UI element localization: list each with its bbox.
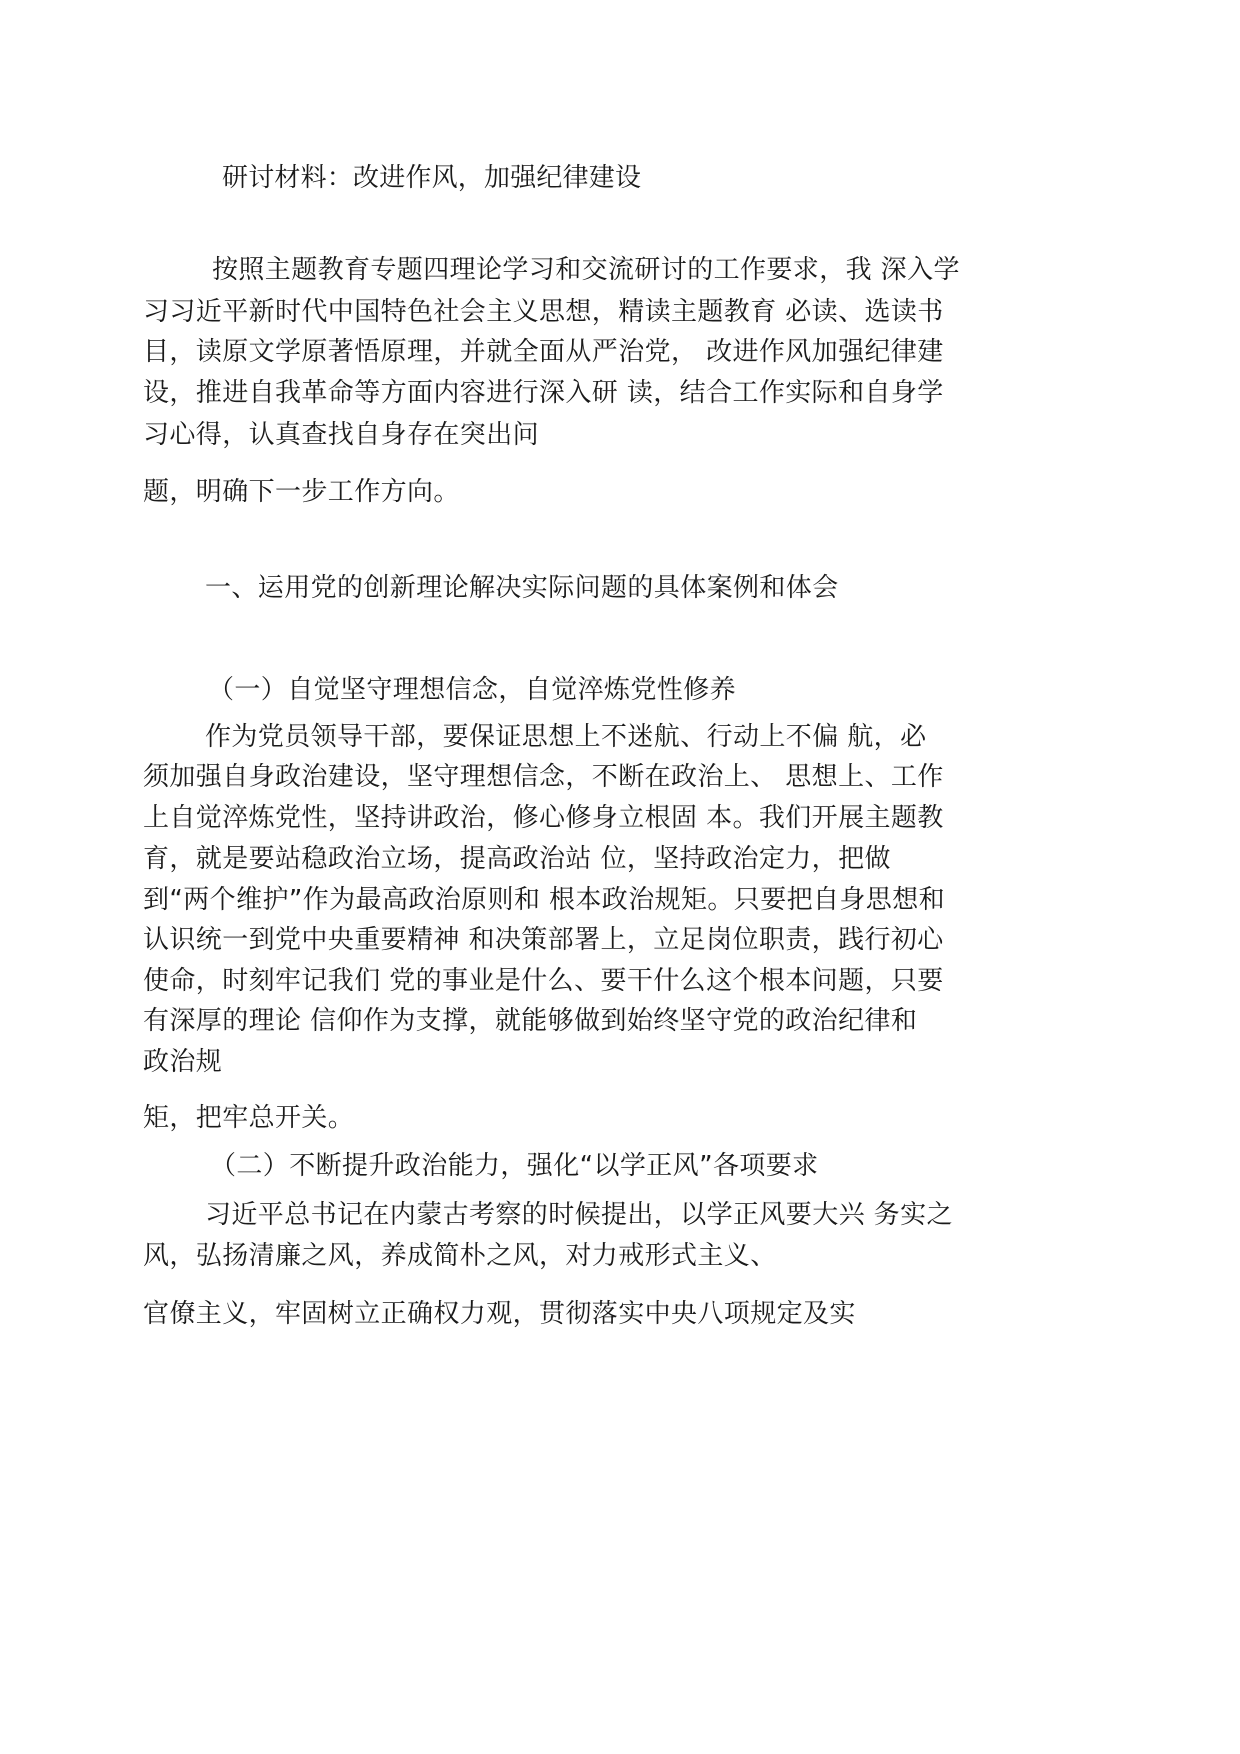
subsection-heading: （二）不断提升政治能力，强化“以学正风”各项要求 (210, 1151, 819, 1181)
intro-line: 习习近平新时代中国特色社会主义思想，精读主题教育 必读、选读书 (143, 297, 944, 327)
section-heading: 一、运用党的创新理论解决实际问题的具体案例和体会 (205, 573, 839, 603)
intro-line: 按照主题教育专题四理论学习和交流研讨的工作要求，我 深入学 (212, 255, 960, 285)
paragraph-line: 认识统一到党中央重要精神 和决策部署上，立足岗位职责，践行初心 (143, 925, 944, 955)
intro-line: 设，推进自我革命等方面内容进行深入研 读，结合工作实际和自身学 (143, 378, 944, 408)
paragraph-line: 须加强自身政治建设，坚守理想信念，不断在政治上、 思想上、工作 (143, 762, 944, 792)
paragraph-line: 使命，时刻牢记我们 党的事业是什么、要干什么这个根本问题，只要 (143, 966, 944, 996)
paragraph-line: 政治规 (143, 1047, 223, 1077)
intro-tail: 题，明确下一步工作方向。 (143, 477, 460, 507)
paragraph-tail: 矩，把牢总开关。 (143, 1103, 355, 1133)
paragraph-line: 风，弘扬清廉之风，养成简朴之风，对力戒形式主义、 (143, 1241, 777, 1271)
paragraph-line: 到“两个维护”作为最高政治原则和 根本政治规矩。只要把自身思想和 (143, 885, 946, 915)
intro-line: 目，读原文学原著悟原理，并就全面从严治党， 改进作风加强纪律建 (143, 337, 944, 367)
document-title: 研讨材料：改进作风，加强纪律建设 (222, 163, 642, 193)
paragraph-line: 有深厚的理论 信仰作为支撑，就能够做到始终坚守党的政治纪律和 (143, 1006, 918, 1036)
paragraph-line: 育，就是要站稳政治立场，提高政治站 位，坚持政治定力，把做 (143, 844, 891, 874)
subsection-heading: （一）自觉坚守理想信念，自觉淬炼党性修养 (208, 675, 737, 705)
intro-line: 习心得，认真查找自身存在突出问 (143, 420, 540, 450)
paragraph-line: 作为党员领导干部，要保证思想上不迷航、行动上不偏 航，必 (205, 722, 927, 752)
paragraph-line: 上自觉淬炼党性，坚持讲政治，修心修身立根固 本。我们开展主题教 (143, 803, 944, 833)
paragraph-tail: 官僚主义，牢固树立正确权力观，贯彻落实中央八项规定及实 (143, 1299, 856, 1329)
paragraph-line: 习近平总书记在内蒙古考察的时候提出，以学正风要大兴 务实之 (205, 1200, 953, 1230)
